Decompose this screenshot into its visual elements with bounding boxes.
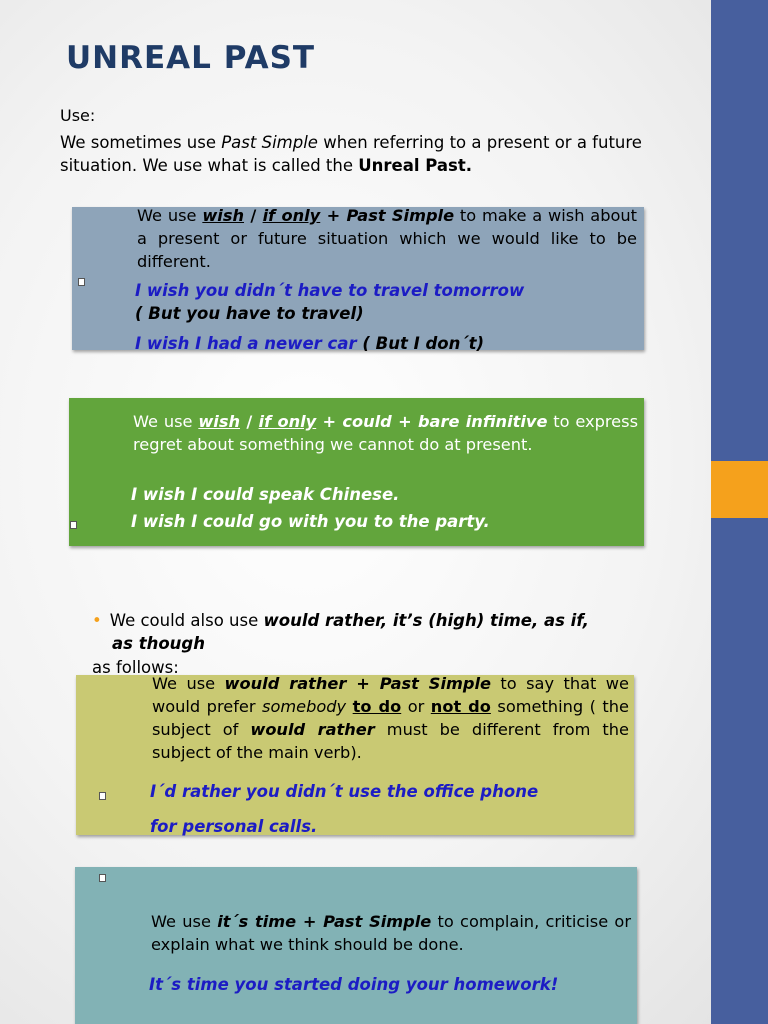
term-if-only: if only xyxy=(258,412,317,431)
example-1: I wish you didn´t have to travel tomorrow xyxy=(135,281,525,300)
bullet-terms: would rather, it’s (high) time, as if, xyxy=(263,611,589,630)
rule-text-1: We use xyxy=(133,412,199,431)
its-time-box xyxy=(75,867,637,1024)
bullet-dot-icon: • xyxy=(92,611,102,630)
rule-text xyxy=(152,672,629,764)
term-wish: wish xyxy=(198,412,240,431)
rule-text-2: to express regret about something we cannot do at present. xyxy=(133,412,639,454)
rule-text-2: to make a wish about a present or future situation which we would like to be different. xyxy=(137,206,637,271)
example-2: I wish I could go with you to the party. xyxy=(131,512,490,531)
term-wish: wish xyxy=(202,206,245,225)
sidebar-accent xyxy=(711,461,768,518)
term-not-do: not do xyxy=(430,697,491,716)
wish-past-simple-box xyxy=(72,206,644,353)
intro-term-past-simple: Past Simple xyxy=(221,133,318,152)
would-rather-box xyxy=(76,675,634,835)
intro-text-1: We sometimes use xyxy=(60,133,222,152)
term-could-bare-infinitive: + could + bare infinitive xyxy=(316,412,548,431)
term-its-time-past-simple: it´s time + Past Simple xyxy=(217,912,432,931)
term-if-only: if only xyxy=(262,206,321,225)
bullet-marker-icon xyxy=(70,521,77,529)
example-2-sentence: I wish I had a newer car xyxy=(135,334,357,353)
bullet-terms-2: as though xyxy=(112,634,205,653)
slash: / xyxy=(240,412,259,431)
term-past-simple: + Past Simple xyxy=(320,206,455,225)
intro-text-2: when referring to a present or a future situation. We use what is called the xyxy=(60,133,642,175)
wish-could-box xyxy=(69,398,644,546)
bullet-text-1: We could also use xyxy=(109,611,264,630)
bullet-marker-icon xyxy=(78,278,85,286)
rule-text-2: to complain, criticise or explain what we think should be done. xyxy=(151,912,631,954)
bullet-marker-icon xyxy=(99,874,106,882)
bullet-item xyxy=(92,609,692,655)
rule-text xyxy=(133,410,638,456)
example-2-note: ( But I don´t) xyxy=(356,334,485,353)
intro-paragraph xyxy=(60,131,700,177)
example-2 xyxy=(135,334,484,353)
term-would-rather: would rather xyxy=(250,720,375,739)
rule-text-1: We use xyxy=(137,206,203,225)
example-1-cont: for personal calls. xyxy=(150,817,318,836)
term-to-do: to do xyxy=(352,697,402,716)
intro-term-unreal-past: Unreal Past. xyxy=(358,156,473,175)
rule-text-1: We use xyxy=(151,912,218,931)
as-follows-label: as follows: xyxy=(92,658,179,677)
rule-text-2: to say that we would prefer xyxy=(152,674,629,716)
rule-text-3: or xyxy=(401,697,431,716)
example-1: It´s time you started doing your homework! xyxy=(149,975,559,994)
example-1: I´d rather you didn´t use the office phone xyxy=(150,782,539,801)
bullet-marker-icon xyxy=(99,792,106,800)
rule-text xyxy=(151,910,631,956)
rule-text-1: We use xyxy=(152,674,225,693)
page-title: UNREAL PAST xyxy=(66,40,316,76)
rule-text-4: something ( the subject of xyxy=(152,697,629,739)
example-1: I wish I could speak Chinese. xyxy=(131,485,400,504)
slash: / xyxy=(244,206,263,225)
term-would-rather-past-simple: would rather + Past Simple xyxy=(224,674,491,693)
rule-text-5: must be different from the subject of the main verb). xyxy=(152,720,629,762)
use-label: Use: xyxy=(60,106,96,125)
example-1-note: ( But you have to travel) xyxy=(135,304,364,323)
rule-text xyxy=(137,204,637,273)
term-somebody: somebody xyxy=(262,697,347,716)
